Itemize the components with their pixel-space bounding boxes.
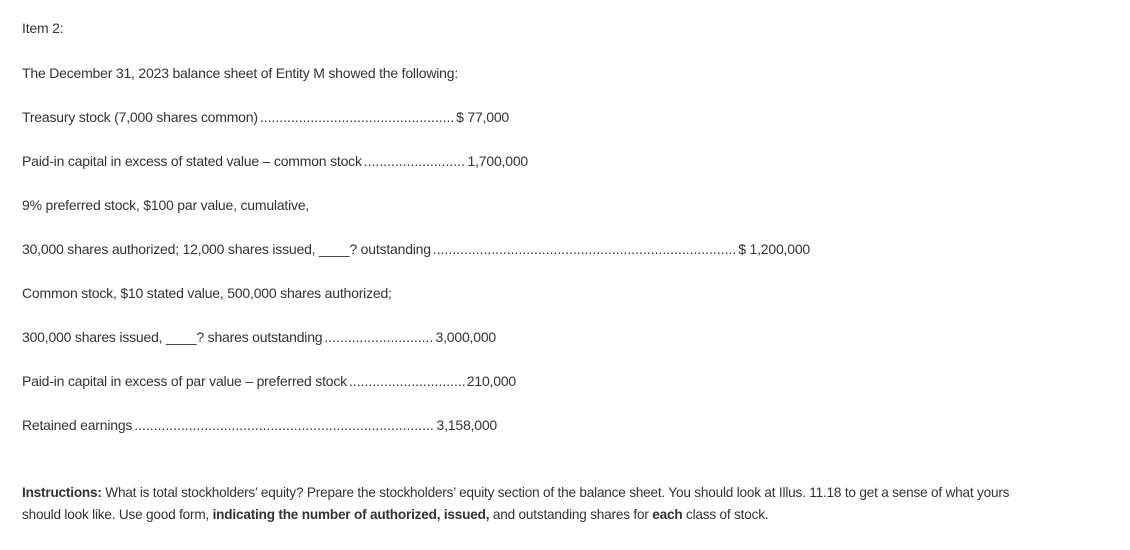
row-pic-common bbox=[22, 152, 528, 170]
intro-text: The December 31, 2023 balance sheet of Entity M showed the following: bbox=[22, 65, 459, 81]
leader-dots bbox=[134, 416, 434, 434]
row-label: 300,000 shares issued, ____? shares outstanding bbox=[22, 329, 323, 345]
instructions bbox=[22, 482, 1009, 526]
row-label: Treasury stock (7,000 shares common) bbox=[22, 109, 258, 125]
item-label: Item 2: bbox=[22, 20, 64, 36]
leader-dots bbox=[433, 240, 736, 258]
row-common-stock bbox=[22, 328, 496, 346]
row-label: Retained earnings bbox=[22, 417, 133, 433]
row-retained-earnings bbox=[22, 416, 497, 434]
row-value: $ 77,000 bbox=[456, 109, 509, 125]
instructions-text: What is total stockholders’ equity? Prepare the stockholders’ equity section of the balance sheet. You should look at Illus. 11.18 to get a sense of what yours bbox=[101, 485, 1010, 500]
row-value: 1,700,000 bbox=[467, 153, 528, 169]
row-treasury-stock bbox=[22, 108, 509, 126]
row-label: 30,000 shares authorized; 12,000 shares issued, ____? outstanding bbox=[22, 241, 431, 257]
row-preferred-desc: 9% preferred stock, $100 par value, cumulative, bbox=[22, 197, 310, 213]
instructions-text: should look like. Use good form, bbox=[22, 507, 213, 522]
row-label: Paid-in capital in excess of stated value – common stock bbox=[22, 153, 362, 169]
row-preferred-stock bbox=[22, 240, 810, 258]
leader-dots bbox=[364, 152, 466, 170]
leader-dots bbox=[324, 328, 433, 346]
instructions-text: and outstanding shares for bbox=[489, 507, 653, 522]
leader-dots bbox=[349, 372, 465, 390]
instructions-heading: Instructions: bbox=[22, 485, 102, 500]
row-pic-preferred bbox=[22, 372, 516, 390]
row-value: $ 1,200,000 bbox=[738, 241, 810, 257]
row-value: 3,000,000 bbox=[435, 329, 496, 345]
leader-dots bbox=[260, 108, 454, 126]
row-common-desc: Common stock, $10 stated value, 500,000 shares authorized; bbox=[22, 285, 392, 301]
row-label: Paid-in capital in excess of par value – preferred stock bbox=[22, 373, 347, 389]
instructions-emphasis: each bbox=[652, 507, 683, 522]
row-value: 3,158,000 bbox=[436, 417, 497, 433]
instructions-text: class of stock. bbox=[682, 507, 769, 522]
instructions-emphasis: indicating the number of authorized, issued, bbox=[212, 507, 490, 522]
row-value: 210,000 bbox=[466, 373, 516, 389]
